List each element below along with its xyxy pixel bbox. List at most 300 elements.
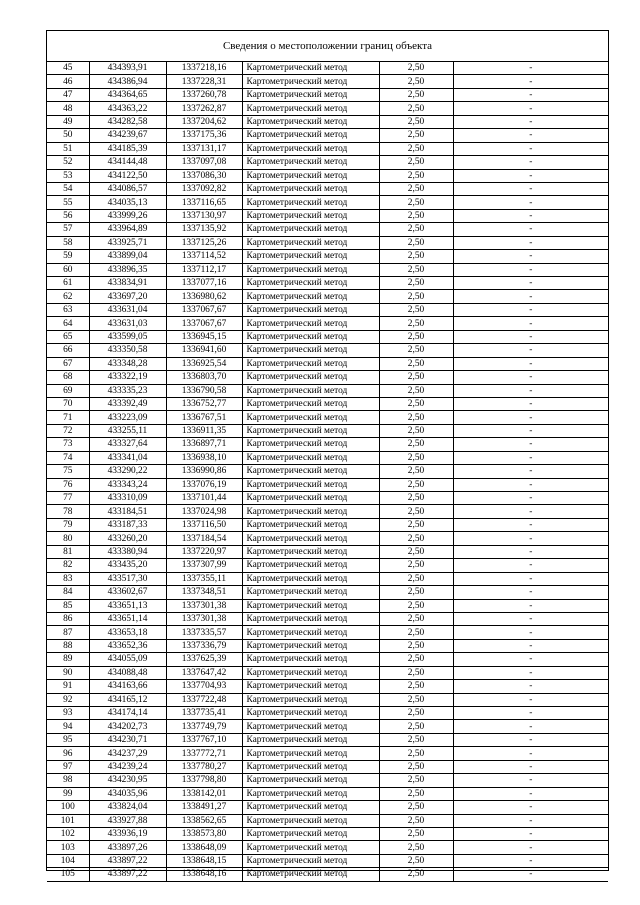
description-cell: - [453,438,608,451]
description-cell: - [453,223,608,236]
description-cell: - [453,169,608,182]
precision-cell: 2,50 [379,545,453,558]
x-coordinate-cell: 433936,19 [89,827,166,840]
table-row [47,827,608,840]
description-cell: - [453,75,608,88]
precision-cell: 2,50 [379,680,453,693]
precision-cell: 2,50 [379,733,453,746]
precision-cell: 2,50 [379,290,453,303]
method-cell: Картометрический метод [242,868,379,881]
x-coordinate-cell: 434086,57 [89,182,166,195]
table-row [47,371,608,384]
y-coordinate-cell: 1336897,71 [166,438,242,451]
description-cell: - [453,693,608,706]
method-cell: Картометрический метод [242,827,379,840]
method-cell: Картометрический метод [242,653,379,666]
point-number-cell: 98 [47,774,89,787]
y-coordinate-cell: 1337220,97 [166,545,242,558]
x-coordinate-cell: 434165,12 [89,693,166,706]
y-coordinate-cell: 1338142,01 [166,787,242,800]
x-coordinate-cell: 434088,48 [89,666,166,679]
table-row [47,209,608,222]
table-row [47,357,608,370]
method-cell: Картометрический метод [242,330,379,343]
table-row [47,142,608,155]
precision-cell: 2,50 [379,182,453,195]
description-cell: - [453,747,608,760]
table-row [47,653,608,666]
description-cell: - [453,344,608,357]
point-number-cell: 55 [47,196,89,209]
x-coordinate-cell: 433824,04 [89,801,166,814]
description-cell: - [453,760,608,773]
description-cell: - [453,263,608,276]
precision-cell: 2,50 [379,451,453,464]
point-number-cell: 65 [47,330,89,343]
x-coordinate-cell: 433897,22 [89,854,166,867]
method-cell: Картометрический метод [242,841,379,854]
point-number-cell: 84 [47,586,89,599]
y-coordinate-cell: 1336980,62 [166,290,242,303]
description-cell: - [453,303,608,316]
y-coordinate-cell: 1336941,60 [166,344,242,357]
method-cell: Картометрический метод [242,465,379,478]
x-coordinate-cell: 433290,22 [89,465,166,478]
method-cell: Картометрический метод [242,129,379,142]
point-number-cell: 73 [47,438,89,451]
description-cell: - [453,196,608,209]
point-number-cell: 104 [47,854,89,867]
precision-cell: 2,50 [379,384,453,397]
point-number-cell: 66 [47,344,89,357]
method-cell: Картометрический метод [242,559,379,572]
method-cell: Картометрический метод [242,182,379,195]
method-cell: Картометрический метод [242,747,379,760]
point-number-cell: 59 [47,250,89,263]
table-row [47,612,608,625]
method-cell: Картометрический метод [242,75,379,88]
table-row [47,102,608,115]
x-coordinate-cell: 434386,94 [89,75,166,88]
point-number-cell: 83 [47,572,89,585]
document-heading: Сведения о местоположении границ объекта [47,31,608,62]
y-coordinate-cell: 1337076,19 [166,478,242,491]
description-cell: - [453,854,608,867]
x-coordinate-cell: 433651,13 [89,599,166,612]
description-cell: - [453,102,608,115]
precision-cell: 2,50 [379,639,453,652]
method-cell: Картометрический метод [242,424,379,437]
method-cell: Картометрический метод [242,599,379,612]
x-coordinate-cell: 433322,19 [89,371,166,384]
point-number-cell: 79 [47,518,89,531]
method-cell: Картометрический метод [242,666,379,679]
point-number-cell: 82 [47,559,89,572]
x-coordinate-cell: 433834,91 [89,277,166,290]
precision-cell: 2,50 [379,424,453,437]
description-cell: - [453,424,608,437]
point-number-cell: 50 [47,129,89,142]
table-row [47,438,608,451]
y-coordinate-cell: 1337184,54 [166,532,242,545]
y-coordinate-cell: 1337101,44 [166,492,242,505]
table-row [47,290,608,303]
x-coordinate-cell: 433999,26 [89,209,166,222]
precision-cell: 2,50 [379,559,453,572]
x-coordinate-cell: 433964,89 [89,223,166,236]
precision-cell: 2,50 [379,586,453,599]
precision-cell: 2,50 [379,801,453,814]
precision-cell: 2,50 [379,693,453,706]
description-cell: - [453,277,608,290]
table-row [47,169,608,182]
x-coordinate-cell: 433255,11 [89,424,166,437]
method-cell: Картометрический метод [242,478,379,491]
x-coordinate-cell: 433631,03 [89,317,166,330]
description-cell: - [453,707,608,720]
y-coordinate-cell: 1336925,54 [166,357,242,370]
y-coordinate-cell: 1337116,65 [166,196,242,209]
x-coordinate-cell: 434202,73 [89,720,166,733]
point-number-cell: 61 [47,277,89,290]
description-cell: - [453,505,608,518]
description-cell: - [453,666,608,679]
precision-cell: 2,50 [379,371,453,384]
precision-cell: 2,50 [379,357,453,370]
point-number-cell: 69 [47,384,89,397]
point-number-cell: 99 [47,787,89,800]
precision-cell: 2,50 [379,707,453,720]
description-cell: - [453,317,608,330]
table-row [47,787,608,800]
table-row [47,156,608,169]
precision-cell: 2,50 [379,747,453,760]
precision-cell: 2,50 [379,854,453,867]
point-number-cell: 81 [47,545,89,558]
x-coordinate-cell: 433392,49 [89,397,166,410]
table-row [47,75,608,88]
point-number-cell: 93 [47,707,89,720]
precision-cell: 2,50 [379,196,453,209]
y-coordinate-cell: 1337262,87 [166,102,242,115]
x-coordinate-cell: 433925,71 [89,236,166,249]
description-cell: - [453,115,608,128]
point-number-cell: 48 [47,102,89,115]
y-coordinate-cell: 1337307,99 [166,559,242,572]
y-coordinate-cell: 1337092,82 [166,182,242,195]
point-number-cell: 60 [47,263,89,276]
x-coordinate-cell: 434239,67 [89,129,166,142]
x-coordinate-cell: 434237,29 [89,747,166,760]
description-cell: - [453,801,608,814]
x-coordinate-cell: 433260,20 [89,532,166,545]
table-row [47,317,608,330]
y-coordinate-cell: 1338648,09 [166,841,242,854]
x-coordinate-cell: 433341,04 [89,451,166,464]
point-number-cell: 56 [47,209,89,222]
y-coordinate-cell: 1337355,11 [166,572,242,585]
point-number-cell: 72 [47,424,89,437]
method-cell: Картометрический метод [242,169,379,182]
y-coordinate-cell: 1337301,38 [166,612,242,625]
precision-cell: 2,50 [379,478,453,491]
table-row [47,451,608,464]
description-cell: - [453,478,608,491]
point-number-cell: 92 [47,693,89,706]
x-coordinate-cell: 434363,22 [89,102,166,115]
precision-cell: 2,50 [379,868,453,881]
x-coordinate-cell: 433599,05 [89,330,166,343]
table-row [47,478,608,491]
x-coordinate-cell: 434174,14 [89,707,166,720]
y-coordinate-cell: 1337125,26 [166,236,242,249]
method-cell: Картометрический метод [242,142,379,155]
x-coordinate-cell: 433310,09 [89,492,166,505]
y-coordinate-cell: 1336990,86 [166,465,242,478]
method-cell: Картометрический метод [242,707,379,720]
y-coordinate-cell: 1337260,78 [166,88,242,101]
point-number-cell: 75 [47,465,89,478]
x-coordinate-cell: 433631,04 [89,303,166,316]
description-cell: - [453,397,608,410]
point-number-cell: 80 [47,532,89,545]
x-coordinate-cell: 434035,13 [89,196,166,209]
point-number-cell: 58 [47,236,89,249]
point-number-cell: 87 [47,626,89,639]
point-number-cell: 103 [47,841,89,854]
precision-cell: 2,50 [379,814,453,827]
method-cell: Картометрический метод [242,693,379,706]
y-coordinate-cell: 1337228,31 [166,75,242,88]
x-coordinate-cell: 433327,64 [89,438,166,451]
y-coordinate-cell: 1337335,57 [166,626,242,639]
precision-cell: 2,50 [379,62,453,75]
description-cell: - [453,827,608,840]
method-cell: Картометрический метод [242,639,379,652]
point-number-cell: 71 [47,411,89,424]
point-number-cell: 95 [47,733,89,746]
x-coordinate-cell: 433697,20 [89,290,166,303]
precision-cell: 2,50 [379,317,453,330]
precision-cell: 2,50 [379,666,453,679]
y-coordinate-cell: 1337722,48 [166,693,242,706]
description-cell: - [453,250,608,263]
x-coordinate-cell: 433335,23 [89,384,166,397]
point-number-cell: 49 [47,115,89,128]
description-cell: - [453,532,608,545]
x-coordinate-cell: 434144,48 [89,156,166,169]
precision-cell: 2,50 [379,129,453,142]
document-frame [46,30,609,880]
method-cell: Картометрический метод [242,277,379,290]
method-cell: Картометрический метод [242,250,379,263]
point-number-cell: 88 [47,639,89,652]
y-coordinate-cell: 1336945,15 [166,330,242,343]
precision-cell: 2,50 [379,760,453,773]
precision-cell: 2,50 [379,277,453,290]
table-row [47,344,608,357]
description-cell: - [453,868,608,881]
point-number-cell: 105 [47,868,89,881]
description-cell: - [453,182,608,195]
table-row [47,397,608,410]
y-coordinate-cell: 1337131,17 [166,142,242,155]
y-coordinate-cell: 1337077,16 [166,277,242,290]
precision-cell: 2,50 [379,169,453,182]
table-row [47,505,608,518]
y-coordinate-cell: 1337112,17 [166,263,242,276]
precision-cell: 2,50 [379,397,453,410]
table-row [47,250,608,263]
method-cell: Картометрический метод [242,505,379,518]
table-row [47,680,608,693]
precision-cell: 2,50 [379,250,453,263]
point-number-cell: 74 [47,451,89,464]
table-row [47,330,608,343]
y-coordinate-cell: 1337067,67 [166,317,242,330]
table-row [47,760,608,773]
method-cell: Картометрический метод [242,236,379,249]
method-cell: Картометрический метод [242,438,379,451]
x-coordinate-cell: 433602,67 [89,586,166,599]
point-number-cell: 70 [47,397,89,410]
table-row [47,841,608,854]
method-cell: Картометрический метод [242,854,379,867]
x-coordinate-cell: 433651,14 [89,612,166,625]
method-cell: Картометрический метод [242,411,379,424]
x-coordinate-cell: 433380,94 [89,545,166,558]
table-row [47,545,608,558]
y-coordinate-cell: 1337780,27 [166,760,242,773]
x-coordinate-cell: 434163,66 [89,680,166,693]
description-cell: - [453,518,608,531]
point-number-cell: 97 [47,760,89,773]
point-number-cell: 46 [47,75,89,88]
x-coordinate-cell: 434035,96 [89,787,166,800]
table-row [47,196,608,209]
method-cell: Картометрический метод [242,303,379,316]
point-number-cell: 68 [47,371,89,384]
method-cell: Картометрический метод [242,572,379,585]
x-coordinate-cell: 434282,58 [89,115,166,128]
y-coordinate-cell: 1337024,98 [166,505,242,518]
y-coordinate-cell: 1338562,65 [166,814,242,827]
x-coordinate-cell: 434185,39 [89,142,166,155]
y-coordinate-cell: 1337135,92 [166,223,242,236]
description-cell: - [453,290,608,303]
table-row [47,814,608,827]
y-coordinate-cell: 1337767,10 [166,733,242,746]
x-coordinate-cell: 433348,28 [89,357,166,370]
precision-cell: 2,50 [379,411,453,424]
description-cell: - [453,626,608,639]
precision-cell: 2,50 [379,88,453,101]
method-cell: Картометрический метод [242,223,379,236]
description-cell: - [453,357,608,370]
method-cell: Картометрический метод [242,196,379,209]
table-row [47,411,608,424]
precision-cell: 2,50 [379,492,453,505]
x-coordinate-cell: 433435,20 [89,559,166,572]
point-number-cell: 89 [47,653,89,666]
description-cell: - [453,774,608,787]
method-cell: Картометрический метод [242,156,379,169]
method-cell: Картометрический метод [242,263,379,276]
y-coordinate-cell: 1337749,79 [166,720,242,733]
table-row [47,586,608,599]
description-cell: - [453,129,608,142]
table-row [47,236,608,249]
description-cell: - [453,733,608,746]
precision-cell: 2,50 [379,102,453,115]
method-cell: Картометрический метод [242,317,379,330]
table-row [47,599,608,612]
point-number-cell: 45 [47,62,89,75]
description-cell: - [453,156,608,169]
method-cell: Картометрический метод [242,814,379,827]
y-coordinate-cell: 1338648,16 [166,868,242,881]
description-cell: - [453,88,608,101]
table-row [47,559,608,572]
description-cell: - [453,841,608,854]
x-coordinate-cell: 434055,09 [89,653,166,666]
precision-cell: 2,50 [379,518,453,531]
precision-cell: 2,50 [379,330,453,343]
point-number-cell: 94 [47,720,89,733]
method-cell: Картометрический метод [242,115,379,128]
description-cell: - [453,680,608,693]
description-cell: - [453,653,608,666]
y-coordinate-cell: 1337336,79 [166,639,242,652]
method-cell: Картометрический метод [242,357,379,370]
precision-cell: 2,50 [379,263,453,276]
x-coordinate-cell: 433652,36 [89,639,166,652]
y-coordinate-cell: 1337735,41 [166,707,242,720]
method-cell: Картометрический метод [242,774,379,787]
precision-cell: 2,50 [379,303,453,316]
x-coordinate-cell: 433223,09 [89,411,166,424]
precision-cell: 2,50 [379,438,453,451]
precision-cell: 2,50 [379,142,453,155]
description-cell: - [453,586,608,599]
method-cell: Картометрический метод [242,760,379,773]
precision-cell: 2,50 [379,653,453,666]
description-cell: - [453,209,608,222]
description-cell: - [453,720,608,733]
table-row [47,532,608,545]
x-coordinate-cell: 433517,30 [89,572,166,585]
precision-cell: 2,50 [379,236,453,249]
x-coordinate-cell: 434122,50 [89,169,166,182]
point-number-cell: 101 [47,814,89,827]
description-cell: - [453,572,608,585]
method-cell: Картометрический метод [242,518,379,531]
x-coordinate-cell: 433897,22 [89,868,166,881]
description-cell: - [453,384,608,397]
table-row [47,666,608,679]
table-row [47,277,608,290]
table-row [47,733,608,746]
precision-cell: 2,50 [379,75,453,88]
boundary-points-table [47,62,608,882]
precision-cell: 2,50 [379,827,453,840]
precision-cell: 2,50 [379,572,453,585]
precision-cell: 2,50 [379,465,453,478]
description-cell: - [453,236,608,249]
method-cell: Картометрический метод [242,720,379,733]
y-coordinate-cell: 1338648,15 [166,854,242,867]
method-cell: Картометрический метод [242,612,379,625]
